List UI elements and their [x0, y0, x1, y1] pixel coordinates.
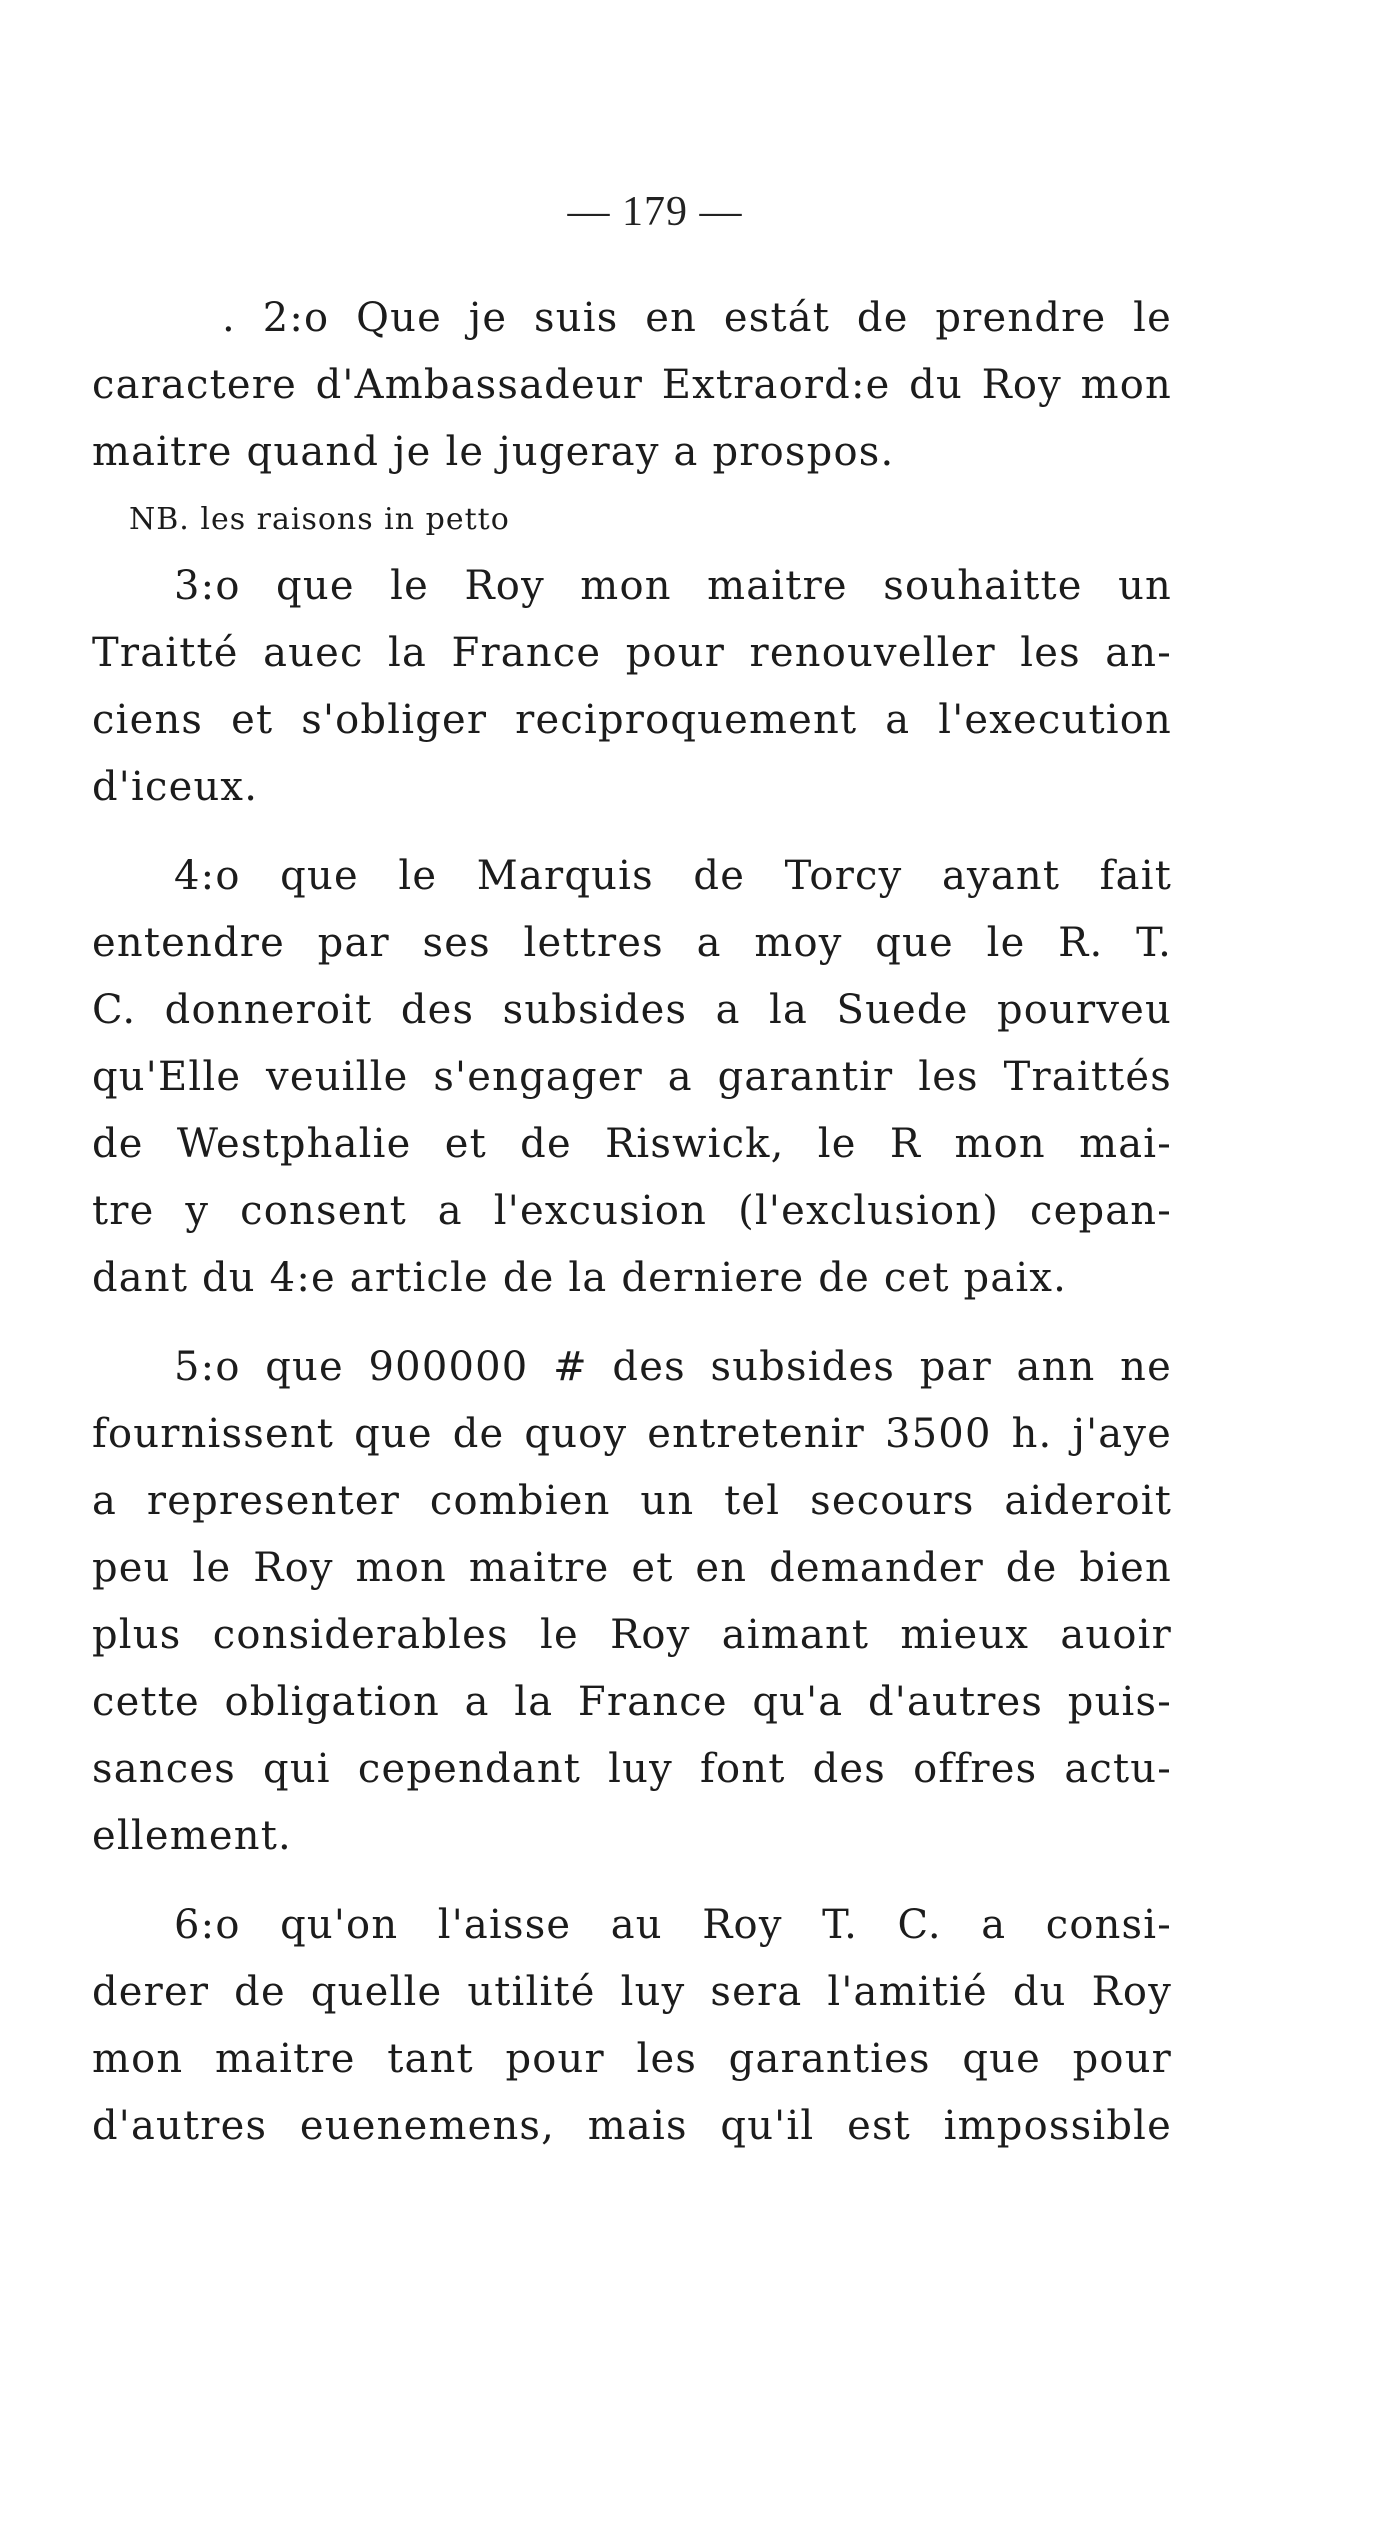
text-line: d'iceux.	[92, 764, 259, 810]
text-line: a representer combien un tel secours aideroit	[92, 1478, 1172, 1524]
text-line: fournissent que de quoy entretenir 3500 h. j'aye	[92, 1411, 1172, 1457]
text-line: dant du 4:e article de la derniere de cet paix.	[92, 1255, 1068, 1301]
text-line: entendre par ses lettres a moy que le R. T.	[92, 920, 1172, 966]
page-number: — 179 —	[567, 189, 743, 235]
text-line: plus considerables le Roy aimant mieux auoir	[92, 1612, 1172, 1658]
text-line: cette obligation a la France qu'a d'autres puis-	[92, 1679, 1172, 1725]
text-line: 5:o que 900000 # des subsides par ann ne	[174, 1344, 1172, 1390]
text-line: caractere d'Ambassadeur Extraord:e du Roy mon	[92, 362, 1172, 408]
text-line: ellement.	[92, 1813, 292, 1859]
text-line: peu le Roy mon maitre et en demander de bien	[92, 1545, 1172, 1591]
nota-bene-line: NB. les raisons in petto	[129, 502, 510, 537]
text-line: C. donneroit des subsides a la Suede pourveu	[92, 987, 1172, 1033]
text-line: qu'Elle veuille s'engager a garantir les Traittés	[92, 1054, 1172, 1100]
page-header	[0, 188, 1400, 236]
text-line: sances qui cependant luy font des offres actu-	[92, 1746, 1172, 1792]
text-line: derer de quelle utilité luy sera l'amitié du Roy	[92, 1969, 1172, 2015]
text-line: tre y consent a l'excusion (l'exclusion) cepan-	[92, 1188, 1172, 1234]
text-line: mon maitre tant pour les garanties que pour	[92, 2036, 1172, 2082]
text-line: 4:o que le Marquis de Torcy ayant fait	[174, 853, 1172, 899]
text-line: de Westphalie et de Riswick, le R mon mai-	[92, 1121, 1172, 1167]
text-line: d'autres euenemens, mais qu'il est impossible	[92, 2103, 1172, 2149]
body-text	[92, 285, 1172, 2160]
text-line: maitre quand je le jugeray a prospos.	[92, 429, 895, 475]
text-line: ciens et s'obliger reciproquement a l'execution	[92, 697, 1172, 743]
text-line: . 2:o Que je suis en estát de prendre le	[222, 295, 1172, 341]
text-line: Traitté auec la France pour renouveller les an-	[92, 630, 1172, 676]
text-line: 6:o qu'on l'aisse au Roy T. C. a consi-	[174, 1902, 1172, 1948]
text-line: 3:o que le Roy mon maitre souhaitte un	[174, 563, 1172, 609]
